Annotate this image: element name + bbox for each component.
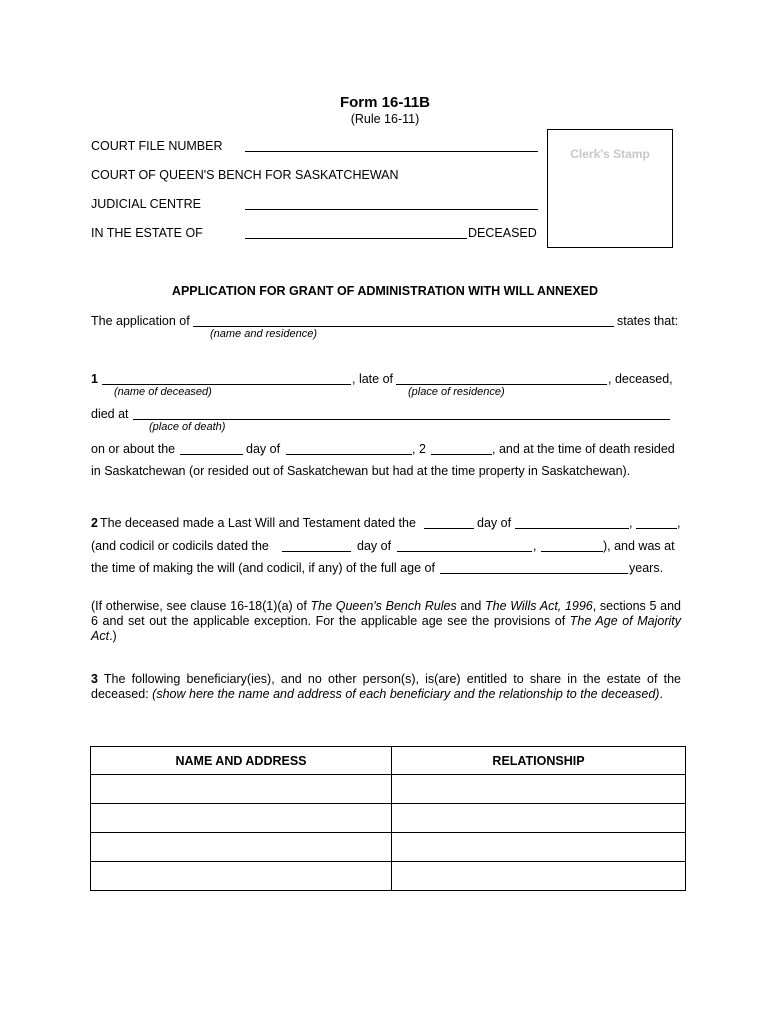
table-row [91,862,686,891]
will-comma: , [629,516,633,530]
day-of-label: day of [246,442,281,456]
table-row [91,804,686,833]
estate-of-label: IN THE ESTATE OF [91,226,203,240]
application-intro: The application of [91,314,190,328]
died-at-label: died at [91,407,129,421]
relationship-cell[interactable] [392,775,686,804]
deceased-suffix: , deceased, [608,372,673,386]
full-age-line[interactable] [440,573,628,574]
clerks-stamp-box [547,129,673,248]
relationship-cell[interactable] [392,804,686,833]
relationship-cell[interactable] [392,862,686,891]
codicil-year-line[interactable] [541,551,603,552]
place-of-death-hint: (place of death) [149,421,226,433]
clause-2-number: 2 [91,516,98,530]
estate-of-line[interactable] [245,238,467,239]
death-day-line[interactable] [180,454,243,455]
codicil-day-line[interactable] [282,551,351,552]
time-making-text: the time of making the will (and codicil, if any) of the full age of [91,561,435,575]
beneficiary-table [90,746,686,891]
name-address-cell[interactable] [91,804,392,833]
will-dated-text: The deceased made a Last Will and Testament dated the [100,516,416,530]
relationship-header: RELATIONSHIP [392,747,686,775]
will-day-of-label: day of [477,516,512,530]
judicial-centre-line[interactable] [245,209,538,210]
applicant-line[interactable] [193,326,614,327]
place-of-death-line[interactable] [133,419,670,420]
deceased-label: DECEASED [468,226,537,240]
clause-2-note: (If otherwise, see clause 16-18(1)(a) of The Queen's Bench Rules and The Wills Act, 1996, sections 5 and 6 and set out the applicable exception. For the applicable age see the provisions of The Age of Majority Act.) [91,599,681,643]
table-row [91,833,686,862]
clause-1-number: 1 [91,372,98,386]
clerks-stamp-label: Clerk's Stamp [570,147,650,161]
will-month-line[interactable] [515,528,629,529]
year-prefix: , 2 [412,442,426,456]
resided-text: in Saskatchewan (or resided out of Saskatchewan but had at the time property in Saskatchewan). [91,464,631,478]
time-of-death-text: , and at the time of death resided [492,442,675,456]
name-address-header: NAME AND ADDRESS [91,747,392,775]
years-label: years. [629,561,664,575]
deceased-name-line[interactable] [102,384,351,385]
and-was-at-text: ), and was at [603,539,675,553]
place-of-residence-hint: (place of residence) [408,386,505,398]
form-title: Form 16-11B [339,94,431,111]
judicial-centre-label: JUDICIAL CENTRE [91,197,201,211]
on-or-about-label: on or about the [91,442,176,456]
codicil-month-line[interactable] [397,551,532,552]
name-residence-hint: (name and residence) [210,328,318,340]
court-file-number-line[interactable] [245,151,538,152]
name-address-cell[interactable] [91,862,392,891]
name-of-deceased-hint: (name of deceased) [114,386,212,398]
name-address-cell[interactable] [91,833,392,862]
name-address-cell[interactable] [91,775,392,804]
death-year-line[interactable] [431,454,492,455]
application-title: APPLICATION FOR GRANT OF ADMINISTRATION WITH WILL ANNEXED [171,284,599,298]
death-month-line[interactable] [286,454,412,455]
codicil-day-of-label: day of [357,539,392,553]
court-name: COURT OF QUEEN'S BENCH FOR SASKATCHEWAN [91,168,399,182]
residence-line[interactable] [396,384,607,385]
table-header-row [91,747,686,775]
codicil-comma: , [533,539,537,553]
table-row [91,775,686,804]
clause-3-text: 3 The following beneficiary(ies), and no other person(s), is(are) entitled to share in the estate of the deceased: (show here the name and address of each beneficiary and the relationship to the deceased). [91,672,681,701]
states-that: states that: [617,314,679,328]
late-of-label: , late of [352,372,393,386]
relationship-cell[interactable] [392,833,686,862]
will-comma-end: , [677,516,681,530]
court-file-number-label: COURT FILE NUMBER [91,139,223,153]
codicil-text: (and codicil or codicils dated the [91,539,269,553]
form-rule: (Rule 16-11) [350,112,420,126]
will-day-line[interactable] [424,528,474,529]
will-year-line[interactable] [636,528,677,529]
